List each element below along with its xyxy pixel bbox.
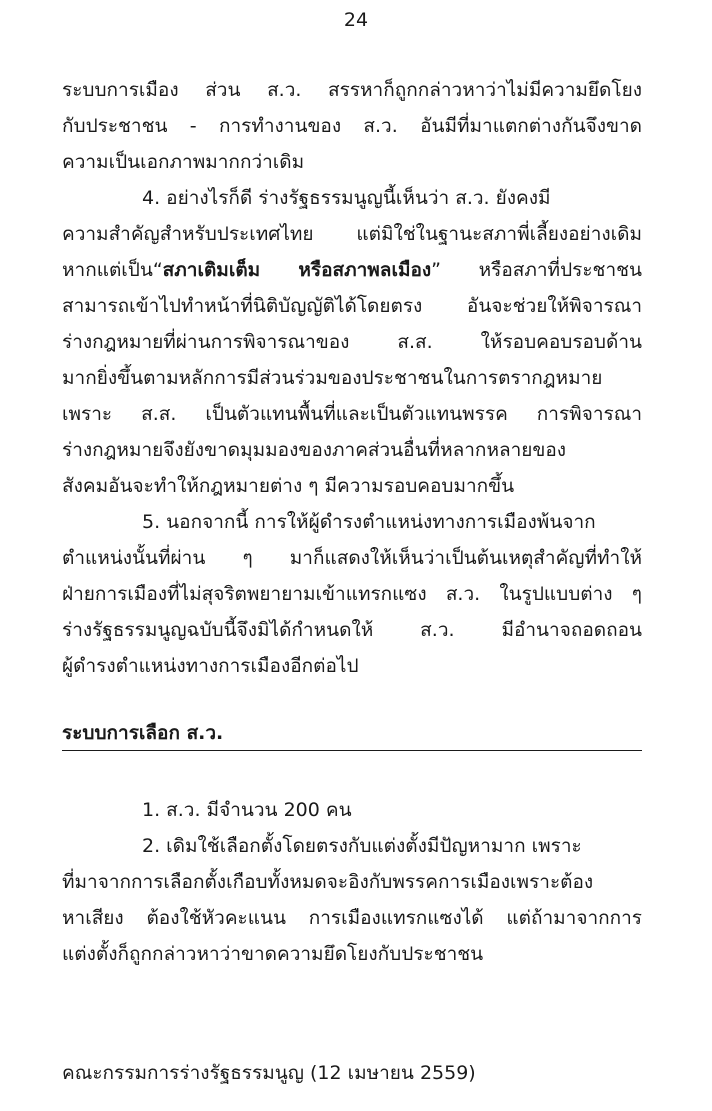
body-line: มากยิ่งขึ้นตามหลักการมีส่วนร่วมของประชาชนในการตรากฎหมาย — [62, 367, 603, 389]
body-line: ฝ่ายการเมืองที่ไม่สุจริตพยายามเข้าแทรกแซง ส.ว. ในรูปแบบต่าง ๆ — [62, 583, 642, 605]
body-line — [62, 252, 642, 288]
section-text — [62, 792, 642, 972]
body-line: ผู้ดำรงตำแหน่งทางการเมืองอีกต่อไป — [62, 655, 359, 677]
heading-underline — [62, 750, 642, 751]
body-line: ร่างรัฐธรรมนูญฉบับนี้จึงมิได้กำหนดให้ ส.ว. มีอำนาจถอดถอน — [62, 619, 642, 641]
body-line: สังคมอันจะทำให้กฎหมายต่าง ๆ มีความรอบคอบมากขึ้น — [62, 475, 515, 497]
footer-citation: คณะกรรมการร่างรัฐธรรมนูญ (12 เมษายน 2559) — [62, 1062, 476, 1084]
body-line: 5. นอกจากนี้ การให้ผู้ดำรงตำแหน่งทางการเมืองพ้นจาก — [142, 511, 596, 533]
section-line: แต่งตั้งก็ถูกกล่าวหาว่าขาดความยึดโยงกับประชาชน — [62, 943, 484, 965]
body-line: ระบบการเมือง ส่วน ส.ว. สรรหาก็ถูกกล่าวหาว่าไม่มีความยึดโยง — [62, 79, 642, 101]
body-line: เพราะ ส.ส. เป็นตัวแทนพื้นที่และเป็นตัวแทนพรรค การพิจารณา — [62, 403, 642, 425]
bold-line-prefix: หากแต่เป็น“ — [62, 259, 163, 281]
body-text — [62, 72, 642, 684]
bold-phrase: สภาเติมเต็ม หรือสภาพลเมือง — [162, 259, 432, 281]
body-line: ร่างกฎหมายจึงยังขาดมุมมองของภาคส่วนอื่นที่หลากหลายของ — [62, 439, 567, 461]
section-line: 1. ส.ว. มีจำนวน 200 คน — [142, 799, 352, 821]
bold-line-suffix: ” หรือสภาที่ประชาชน — [431, 259, 642, 281]
body-line: 4. อย่างไรก็ดี ร่างรัฐธรรมนูญนี้เห็นว่า ส.ว. ยังคงมี — [142, 187, 551, 209]
body-line: ร่างกฎหมายที่ผ่านการพิจารณาของ ส.ส. ให้รอบคอบรอบด้าน — [62, 331, 642, 353]
body-line: ตำแหน่งนั้นที่ผ่าน ๆ มาก็แสดงให้เห็นว่าเป็นต้นเหตุสำคัญที่ทำให้ — [62, 547, 642, 569]
section-heading: ระบบการเลือก ส.ว. — [62, 722, 224, 744]
body-line: ความเป็นเอกภาพมากกว่าเดิม — [62, 151, 305, 173]
section-line: ที่มาจากการเลือกตั้งเกือบทั้งหมดจะอิงกับพรรคการเมืองเพราะต้อง — [62, 871, 594, 893]
section-line: หาเสียง ต้องใช้หัวคะแนน การเมืองแทรกแซงได้ แต่ถ้ามาจากการ — [62, 907, 642, 929]
page-number: 24 — [343, 9, 369, 31]
body-line: ความสำคัญสำหรับประเทศไทย แต่มิใช่ในฐานะสภาพี่เลี้ยงอย่างเดิม — [62, 223, 642, 245]
body-line: กับประชาชน - การทำงานของ ส.ว. อันมีที่มาแตกต่างกันจึงขาด — [62, 115, 642, 137]
section-line: 2. เดิมใช้เลือกตั้งโดยตรงกับแต่งตั้งมีปัญหามาก เพราะ — [142, 835, 582, 857]
body-line: สามารถเข้าไปทำหน้าที่นิติบัญญัติได้โดยตรง อันจะช่วยให้พิจารณา — [62, 295, 642, 317]
